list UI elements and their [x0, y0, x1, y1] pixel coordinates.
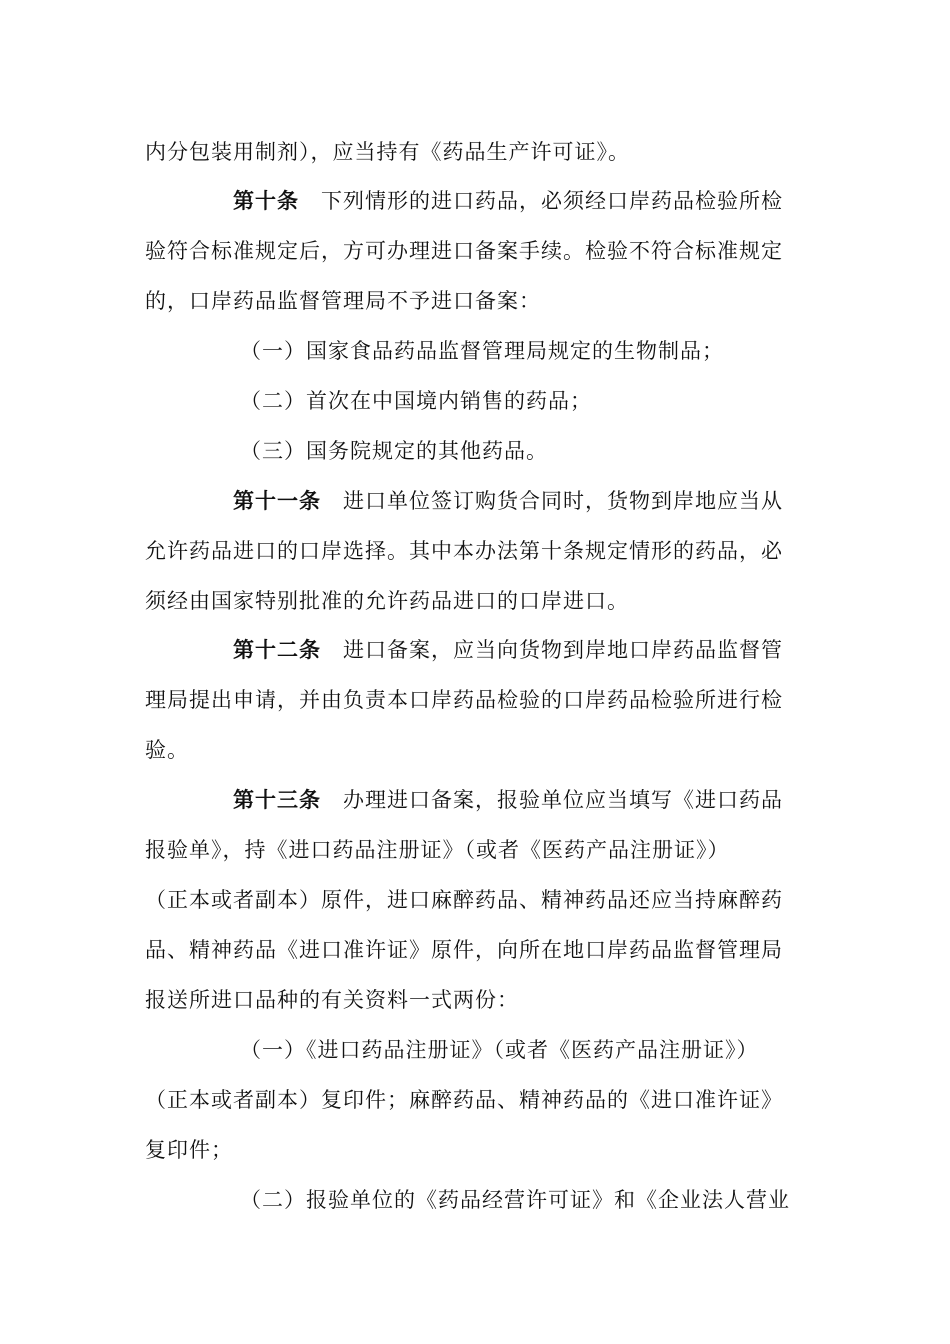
paragraph-line: 报验单》，持《进口药品注册证》（或者《医药产品注册证》）	[145, 838, 730, 862]
paragraph-line: 品、精神药品《进口准许证》原件，向所在地口岸药品监督管理局	[145, 938, 783, 962]
article-label: 第十二条	[233, 638, 321, 662]
list-item: （一）国家食品药品监督管理局规定的生物制品；	[240, 339, 724, 363]
article-10-line	[233, 187, 783, 215]
paragraph-line: 验符合标准规定后，方可办理进口备案手续。检验不符合标准规定	[145, 239, 783, 263]
article-label: 第十三条	[233, 788, 321, 812]
article-text: 进口单位签订购货合同时，货物到岸地应当从	[343, 489, 783, 513]
article-text: 进口备案，应当向货物到岸地口岸药品监督管	[343, 638, 783, 662]
article-text: 下列情形的进口药品，必须经口岸药品检验所检	[321, 189, 783, 213]
paragraph-line: 允许药品进口的口岸选择。其中本办法第十条规定情形的药品，必	[145, 539, 783, 563]
paragraph-line: 须经由国家特别批准的允许药品进口的口岸进口。	[145, 589, 629, 613]
article-11-line	[233, 487, 783, 515]
article-label: 第十一条	[233, 489, 321, 513]
article-12-line	[233, 636, 783, 664]
list-item: （二）首次在中国境内销售的药品；	[240, 389, 592, 413]
paragraph-line: 验。	[145, 738, 189, 762]
paragraph-line: （正本或者副本）原件，进口麻醉药品、精神药品还应当持麻醉药	[145, 888, 783, 912]
paragraph-line: 报送所进口品种的有关资料一式两份：	[145, 988, 519, 1012]
list-item: （二）报验单位的《药品经营许可证》和《企业法人营业	[240, 1188, 790, 1212]
list-item: （一）《进口药品注册证》（或者《医药产品注册证》）	[240, 1038, 759, 1062]
paragraph-line: 复印件；	[145, 1138, 233, 1162]
paragraph-line: 理局提出申请，并由负责本口岸药品检验的口岸药品检验所进行检	[145, 688, 783, 712]
article-13-line	[233, 786, 783, 814]
article-label: 第十条	[233, 189, 299, 213]
paragraph-line: 的，口岸药品监督管理局不予进口备案：	[145, 289, 541, 313]
article-text: 办理进口备案，报验单位应当填写《进口药品	[343, 788, 783, 812]
paragraph-line: 内分包装用制剂），应当持有《药品生产许可证》。	[145, 140, 630, 164]
paragraph-line: （正本或者副本）复印件；麻醉药品、精神药品的《进口准许证》	[145, 1088, 783, 1112]
list-item: （三）国务院规定的其他药品。	[240, 439, 548, 463]
